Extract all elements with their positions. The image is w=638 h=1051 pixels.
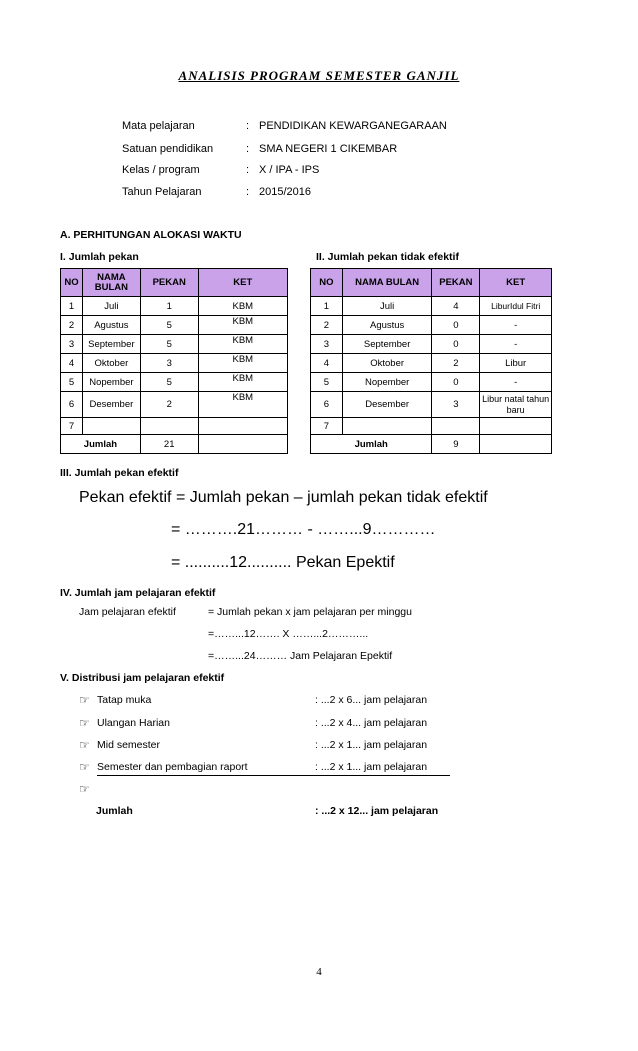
info-label: Satuan pendidikan xyxy=(122,143,214,155)
distribution-total-label: Jumlah xyxy=(96,805,133,817)
formula-line-1: Pekan efektif = Jumlah pekan – jumlah pekan tidak efektif xyxy=(79,489,488,506)
section-iii-heading: III. Jumlah pekan efektif xyxy=(60,467,179,479)
distribution-label: Semester dan pembagian raport xyxy=(97,761,248,773)
hand-pointer-icon: ☞ xyxy=(79,716,90,730)
distribution-label: Mid semester xyxy=(97,739,161,751)
table-total-row xyxy=(61,435,288,454)
table-row xyxy=(311,373,552,392)
info-value: 2015/2016 xyxy=(259,186,311,198)
cell-pekan: 3 xyxy=(432,392,480,418)
table-row xyxy=(311,297,552,316)
distribution-item xyxy=(79,783,459,797)
total-value: 9 xyxy=(432,435,480,454)
distribution-label: Ulangan Harian xyxy=(97,717,170,729)
table-pekan-tidak-efektif xyxy=(310,268,552,454)
info-label: Kelas / program xyxy=(122,164,200,176)
header-nama-bulan: NAMA BULAN xyxy=(82,269,140,297)
table-row xyxy=(61,335,288,354)
cell-pekan xyxy=(140,418,198,435)
formula-line-2: = ……….21……… - ……...9………… xyxy=(171,521,436,538)
cell-bulan: Oktober xyxy=(82,354,140,373)
distribution-total-value: : ...2 x 12... jam pelajaran xyxy=(315,805,439,817)
cell-bulan: Nopember xyxy=(82,373,140,392)
cell-bulan: Agustus xyxy=(342,316,432,335)
cell-no: 6 xyxy=(61,392,83,418)
info-row xyxy=(0,186,638,200)
info-row xyxy=(0,164,638,178)
distribution-item xyxy=(79,760,450,776)
hand-pointer-icon: ☞ xyxy=(79,760,90,774)
section-a-heading: A. PERHITUNGAN ALOKASI WAKTU xyxy=(60,229,242,241)
cell-ket xyxy=(198,418,287,435)
cell-pekan: 1 xyxy=(140,297,198,316)
table-row xyxy=(311,316,552,335)
cell-pekan: 4 xyxy=(432,297,480,316)
table-row xyxy=(311,392,552,418)
table-row xyxy=(311,418,552,435)
hand-pointer-icon: ☞ xyxy=(79,738,90,752)
cell-no: 1 xyxy=(311,297,343,316)
info-colon: : xyxy=(246,186,250,198)
cell-bulan: Nopember xyxy=(342,373,432,392)
info-value: SMA NEGERI 1 CIKEMBAR xyxy=(259,143,398,155)
table-row xyxy=(311,354,552,373)
cell-bulan xyxy=(82,418,140,435)
section-v-heading: V. Distribusi jam pelajaran efektif xyxy=(60,672,225,684)
cell-pekan: 0 xyxy=(432,373,480,392)
cell-no: 2 xyxy=(311,316,343,335)
iv-label: Jam pelajaran efektif xyxy=(79,606,176,618)
sub-ii-heading: II. Jumlah pekan tidak efektif xyxy=(316,251,459,263)
distribution-item xyxy=(79,739,459,753)
cell-pekan xyxy=(432,418,480,435)
page-title: ANALISIS PROGRAM SEMESTER GANJIL xyxy=(178,68,460,83)
distribution-item xyxy=(79,694,459,708)
cell-bulan: September xyxy=(342,335,432,354)
info-value: X / IPA - IPS xyxy=(259,164,320,176)
cell-no: 3 xyxy=(311,335,343,354)
cell-pekan: 5 xyxy=(140,316,198,335)
info-label: Tahun Pelajaran xyxy=(122,186,202,198)
cell-no: 7 xyxy=(61,418,83,435)
cell-ket: - xyxy=(480,335,552,354)
cell-ket: - xyxy=(480,316,552,335)
cell-ket: KBM xyxy=(198,354,287,373)
cell-ket: Libur xyxy=(480,354,552,373)
header-no: NO xyxy=(61,269,83,297)
cell-ket: LiburIdul Fitri xyxy=(480,297,552,316)
cell-empty xyxy=(198,435,287,454)
cell-bulan: Desember xyxy=(342,392,432,418)
info-colon: : xyxy=(246,164,250,176)
cell-ket: KBM xyxy=(198,335,287,354)
cell-no: 2 xyxy=(61,316,83,335)
cell-ket: KBM xyxy=(198,373,287,392)
header-ket: KET xyxy=(198,269,287,297)
table-jumlah-pekan xyxy=(60,268,288,454)
cell-bulan: Desember xyxy=(82,392,140,418)
cell-ket: KBM xyxy=(198,392,287,418)
cell-pekan: 0 xyxy=(432,335,480,354)
cell-no: 3 xyxy=(61,335,83,354)
header-pekan: PEKAN xyxy=(140,269,198,297)
cell-empty xyxy=(480,435,552,454)
sub-i-heading: I. Jumlah pekan xyxy=(60,251,139,263)
iv-line-3: =……...24……… Jam Pelajaran Epektif xyxy=(208,650,393,662)
table-row xyxy=(61,418,288,435)
distribution-value: : ...2 x 6... jam pelajaran xyxy=(315,694,428,706)
table-row xyxy=(61,297,288,316)
header-pekan: PEKAN xyxy=(432,269,480,297)
info-row xyxy=(0,143,638,157)
cell-no: 4 xyxy=(311,354,343,373)
cell-no: 5 xyxy=(311,373,343,392)
cell-pekan: 2 xyxy=(432,354,480,373)
table-row xyxy=(61,373,288,392)
total-label: Jumlah xyxy=(311,435,432,454)
cell-bulan xyxy=(342,418,432,435)
cell-pekan: 2 xyxy=(140,392,198,418)
hand-pointer-icon: ☞ xyxy=(79,782,90,796)
cell-bulan: Juli xyxy=(342,297,432,316)
cell-no: 1 xyxy=(61,297,83,316)
cell-no: 7 xyxy=(311,418,343,435)
page-number: 4 xyxy=(316,966,322,978)
header-no: NO xyxy=(311,269,343,297)
hand-pointer-icon: ☞ xyxy=(79,693,90,707)
cell-pekan: 5 xyxy=(140,373,198,392)
cell-bulan: Agustus xyxy=(82,316,140,335)
cell-ket: Libur natal tahun baru xyxy=(480,392,552,418)
table-row xyxy=(311,335,552,354)
cell-bulan: Juli xyxy=(82,297,140,316)
cell-ket: KBM xyxy=(198,297,287,316)
info-label: Mata pelajaran xyxy=(122,120,195,132)
cell-ket: - xyxy=(480,373,552,392)
info-row xyxy=(0,120,638,134)
distribution-item xyxy=(79,717,459,731)
cell-no: 5 xyxy=(61,373,83,392)
table-header-row xyxy=(61,269,288,297)
iv-line-1: = Jumlah pekan x jam pelajaran per minggu xyxy=(208,606,412,618)
cell-no: 6 xyxy=(311,392,343,418)
cell-ket xyxy=(480,418,552,435)
cell-pekan: 3 xyxy=(140,354,198,373)
info-colon: : xyxy=(246,120,250,132)
total-label: Jumlah xyxy=(61,435,141,454)
formula-line-3: = ..........12.......... Pekan Epektif xyxy=(171,554,395,571)
iv-line-2: =……...12……. X ……...2………... xyxy=(208,628,369,640)
cell-ket: KBM xyxy=(198,316,287,335)
distribution-value: : ...2 x 1... jam pelajaran xyxy=(315,739,428,751)
cell-no: 4 xyxy=(61,354,83,373)
table-total-row xyxy=(311,435,552,454)
total-value: 21 xyxy=(140,435,198,454)
table-row xyxy=(61,316,288,335)
table-header-row xyxy=(311,269,552,297)
cell-pekan: 5 xyxy=(140,335,198,354)
table-row xyxy=(61,354,288,373)
table-row xyxy=(61,392,288,418)
header-ket: KET xyxy=(480,269,552,297)
cell-bulan: September xyxy=(82,335,140,354)
cell-bulan: Oktober xyxy=(342,354,432,373)
distribution-value: : ...2 x 1... jam pelajaran xyxy=(315,761,428,773)
info-value: PENDIDIKAN KEWARGANEGARAAN xyxy=(259,120,447,132)
distribution-label: Tatap muka xyxy=(97,694,152,706)
header-nama-bulan: NAMA BULAN xyxy=(342,269,432,297)
section-iv-heading: IV. Jumlah jam pelajaran efektif xyxy=(60,587,216,599)
info-colon: : xyxy=(246,143,250,155)
distribution-value: : ...2 x 4... jam pelajaran xyxy=(315,717,428,729)
cell-pekan: 0 xyxy=(432,316,480,335)
